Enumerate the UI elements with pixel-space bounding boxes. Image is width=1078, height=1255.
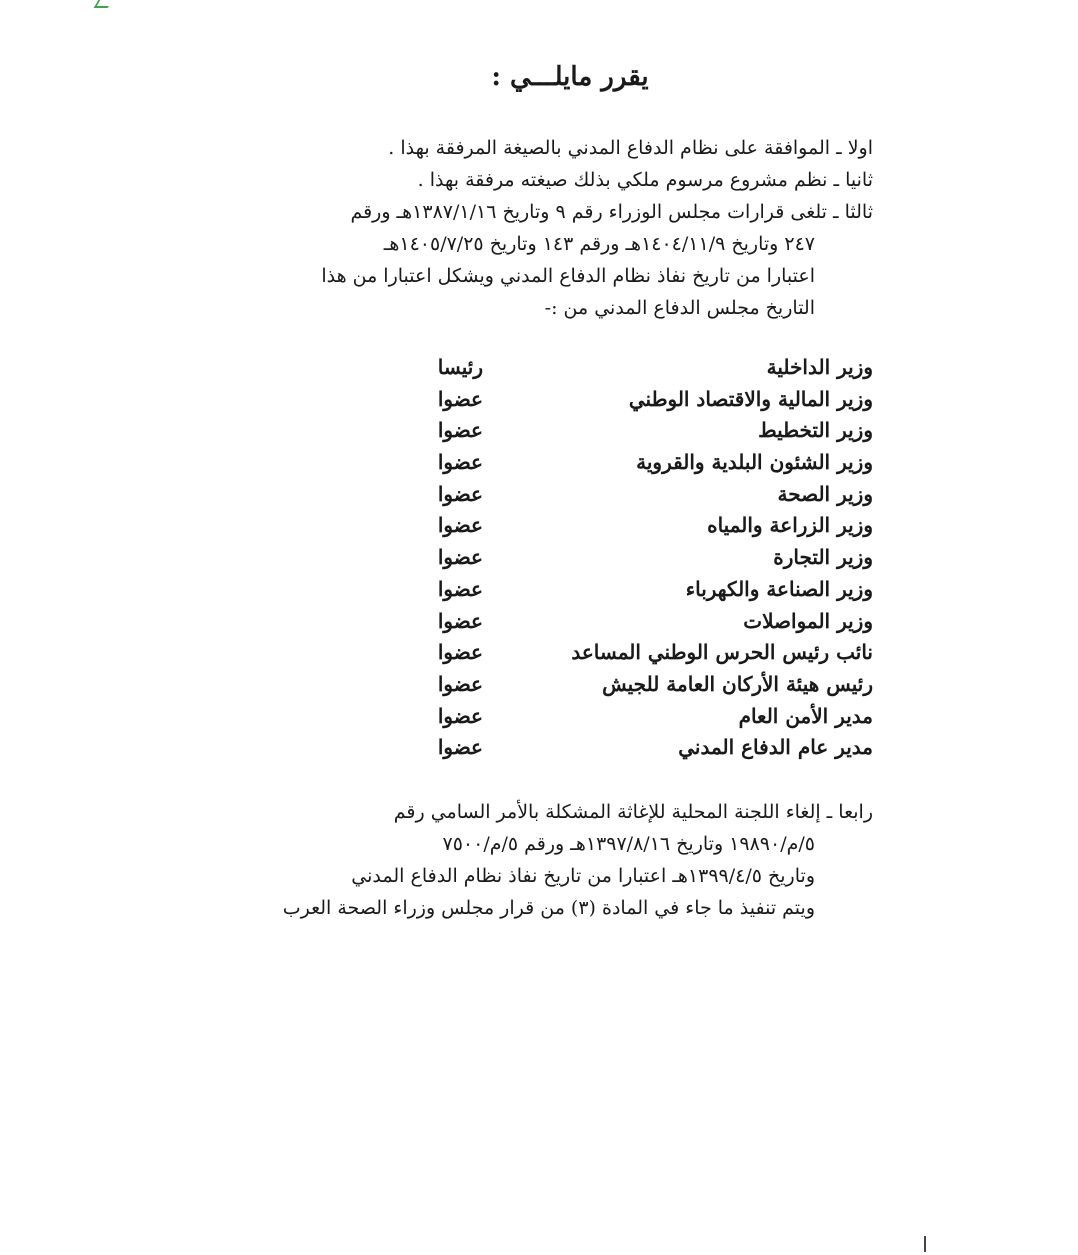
clause-fourth-line-2: ٥/م/١٩٨٩٠ وتاريخ ١٣٩٧/٨/١٦هـ ورقم ٥/م/٧٥٠٠ <box>442 833 815 855</box>
clause-third-line-3: اعتبارا من تاريخ نفاذ نظام الدفاع المدني ويشكل اعتبارا من هذا <box>321 265 815 287</box>
member-title: رئيس هيئة الأركان العامة للجيش <box>602 671 873 696</box>
clause-fourth <box>282 796 873 924</box>
member-role: عضوا <box>437 545 483 570</box>
member-row <box>413 574 873 606</box>
member-title: وزير الصناعة والكهرباء <box>685 576 873 601</box>
member-row <box>413 542 873 574</box>
clause-second: ثانيا ـ نظم مشروع مرسوم ملكي بذلك صيغته مرفقة بهذا . <box>417 169 873 191</box>
clause-first: اولا ـ الموافقة على نظام الدفاع المدني بالصيغة المرفقة بهذا . <box>388 137 873 159</box>
clauses-section <box>303 132 873 324</box>
member-role: عضوا <box>437 640 483 665</box>
member-row <box>413 479 873 511</box>
member-role: عضوا <box>437 671 483 696</box>
member-title: وزير التجارة <box>773 545 873 570</box>
member-role: عضوا <box>437 735 483 760</box>
member-role: عضوا <box>437 513 483 538</box>
corner-mark <box>94 0 113 8</box>
member-role: عضوا <box>437 576 483 601</box>
member-role: عضوا <box>437 481 483 506</box>
member-title: وزير الشئون البلدية والقروية <box>636 450 873 475</box>
member-row <box>413 415 873 447</box>
clause-third-line-1: ثالثا ـ تلغى قرارات مجلس الوزراء رقم ٩ وتاريخ ١٣٨٧/١/١٦هـ ورقم <box>350 201 873 223</box>
member-row <box>413 384 873 416</box>
member-role: عضوا <box>437 608 483 633</box>
member-title: مدير الأمن العام <box>738 703 873 728</box>
member-row <box>413 352 873 384</box>
member-row <box>413 447 873 479</box>
member-row <box>413 669 873 701</box>
member-role: رئيسا <box>437 355 483 379</box>
member-row <box>413 732 873 764</box>
member-title: نائب رئيس الحرس الوطني المساعد <box>571 640 873 665</box>
member-role: عضوا <box>437 703 483 728</box>
clause-third-line-2: ٢٤٧ وتاريخ ١٤٠٤/١١/٩هـ ورقم ١٤٣ وتاريخ ١٤٠٥/٧/٢٥هـ <box>383 233 815 255</box>
clause-fourth-line-3: وتاريخ ١٣٩٩/٤/٥هـ اعتبارا من تاريخ نفاذ نظام الدفاع المدني <box>351 865 815 887</box>
member-title: وزير المالية والاقتصاد الوطني <box>628 386 873 411</box>
member-role: عضوا <box>437 418 483 443</box>
member-role: عضوا <box>437 450 483 475</box>
scan-mark <box>924 1236 926 1252</box>
member-row <box>413 510 873 542</box>
member-role: عضوا <box>437 386 483 411</box>
page-heading: يقرر مايلـــي : <box>491 62 649 92</box>
member-row <box>413 701 873 733</box>
member-title: وزير المواصلات <box>743 608 873 633</box>
member-title: وزير الصحة <box>777 481 873 506</box>
member-title: وزير التخطيط <box>758 418 873 443</box>
member-row <box>413 606 873 638</box>
member-title: وزير الزراعة والمياه <box>707 513 873 538</box>
clause-fourth-line-1: رابعا ـ إلغاء اللجنة المحلية للإغاثة المشكلة بالأمر السامي رقم <box>393 801 873 823</box>
member-row <box>413 637 873 669</box>
council-members-list <box>413 352 873 764</box>
clause-third-line-4: التاريخ مجلس الدفاع المدني من :- <box>544 297 815 319</box>
member-title: وزير الداخلية <box>766 355 873 379</box>
clause-fourth-line-4: ويتم تنفيذ ما جاء في المادة (٣) من قرار مجلس وزراء الصحة العرب <box>282 897 815 919</box>
member-title: مدير عام الدفاع المدني <box>678 735 873 760</box>
